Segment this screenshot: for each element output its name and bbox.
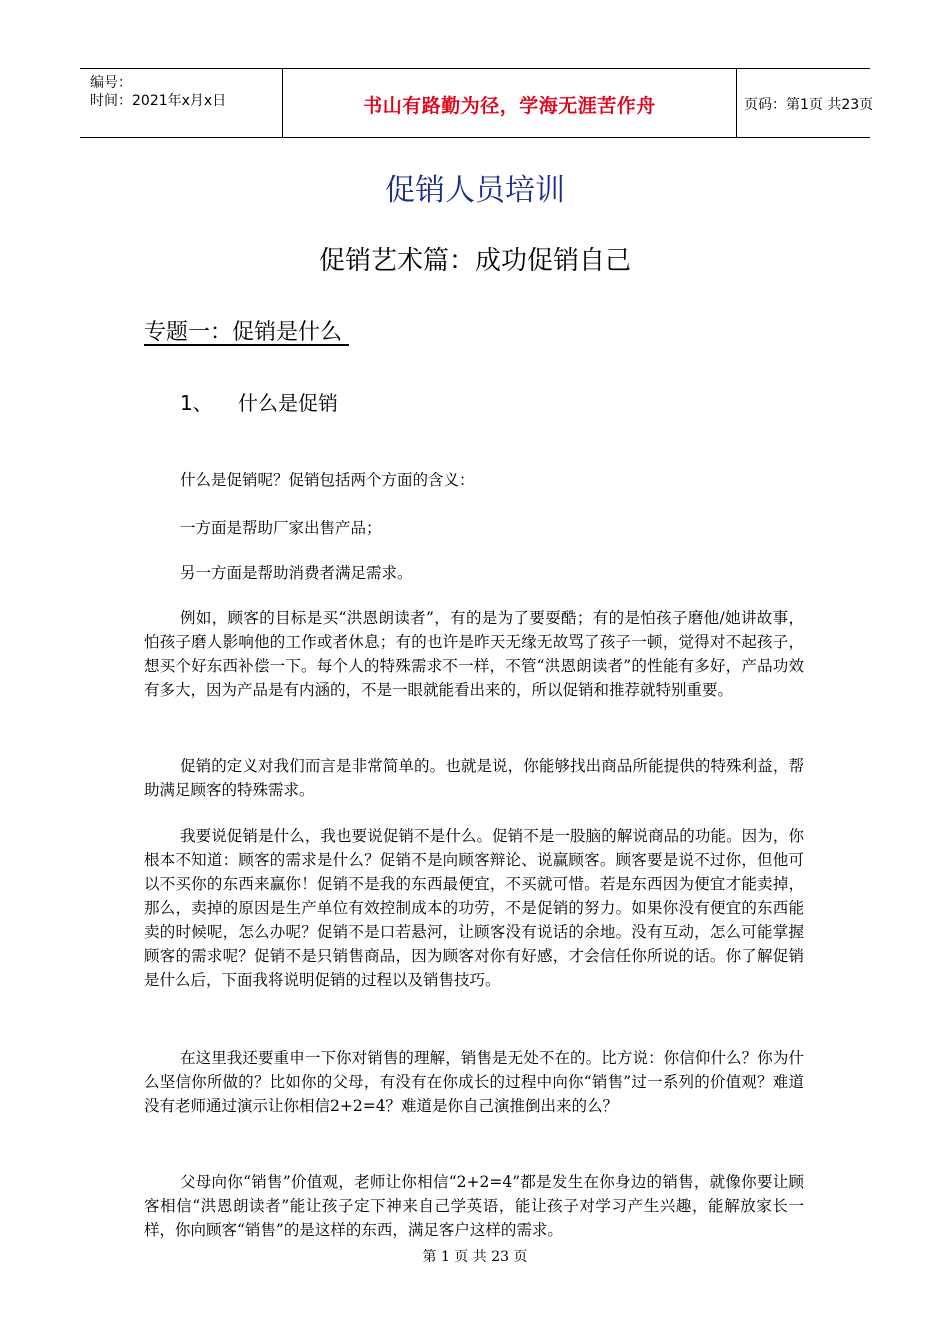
section-heading	[180, 387, 338, 416]
paragraph: 我要说促销是什么，我也要说促销不是什么。促销不是一股脑的解说商品的功能。因为，你根本不知道：顾客的需求是什么？促销不是向顾客辩论、说赢顾客。顾客要是说不过你，但他可以不买你的东西来赢你！促销不是我的东西最便宜，不买就可惜。若是东西因为便宜才能卖掉，那么，卖掉的原因是生产单位有效控制成本的功劳，不是促销的努力。如果你没有便宜的东西能卖的时候呢，怎么办呢？促销不是口若悬河，让顾客没有说话的余地。没有互动，怎么可能掌握顾客的需求呢？促销不是只销售商品，因为顾客对你有好感，才会信任你所说的话。你了解促销是什么后，下面我将说明促销的过程以及销售技巧。	[144, 826, 804, 989]
paragraph: 例如，顾客的目标是买“洪恩朗读者”，有的是为了要耍酷；有的是怕孩子磨他/她讲故事，怕孩子磨人影响他的工作或者休息；有的也许是昨天无缘无故骂了孩子一顿，觉得对不起孩子，想买个好东西补偿一下。每个人的特殊需求不一样，不管“洪恩朗读者”的性能有多好，产品功效有多大，因为产品是有内涵的，不是一眼就能看出来的，所以促销和推荐就特别重要。	[144, 608, 804, 699]
header-page-info: 页码：第1页 共23页	[744, 97, 874, 113]
paragraph: 另一方面是帮助消费者满足需求。	[180, 563, 413, 582]
paragraph: 一方面是帮助厂家出售产品；	[180, 518, 382, 537]
document-subtitle: 促销艺术篇：成功促销自己	[318, 246, 631, 276]
paragraph: 父母向你“销售”价值观，老师让你相信“2+2=4”都是发生在你身边的销售，就像你要让顾客相信“洪恩朗读者”能让孩子定下神来自己学英语，能让孩子对学习产生兴趣，能解放家长一样，你向顾客“销售”的是这样的东西，满足客户这样的需求。	[144, 1172, 804, 1239]
header-left-cell	[80, 69, 282, 137]
header-table	[80, 68, 874, 138]
number-label: 编号：	[90, 75, 132, 91]
page-footer: 第 1 页 共 23 页	[422, 1249, 528, 1265]
header-motto: 书山有路勤为径，学海无涯苦作舟	[363, 95, 656, 117]
header-page-cell	[736, 69, 874, 137]
paragraph: 什么是促销呢？促销包括两个方面的含义：	[180, 470, 475, 489]
paragraph: 促销的定义对我们而言是非常简单的。也就是说，你能够找出商品所能提供的特殊利益，帮助满足顾客的特殊需求。	[144, 756, 804, 799]
document-title: 促销人员培训	[385, 173, 565, 208]
header-motto-cell	[282, 69, 737, 137]
topic-heading: 专题一：促销是什么	[144, 320, 349, 345]
paragraph: 在这里我还要重申一下你对销售的理解，销售是无处不在的。比方说：你信仰什么？你为什么坚信你所做的？比如你的父母，有没有在你成长的过程中向你“销售”过一系列的价值观？难道没有老师通过演示让你相信2+2=4？难道是你自己演推倒出来的么？	[144, 1048, 804, 1115]
section-title: 什么是促销	[238, 391, 338, 415]
date-label: 时间：2021年x月x日	[90, 93, 227, 109]
section-number: 1、	[180, 391, 213, 415]
